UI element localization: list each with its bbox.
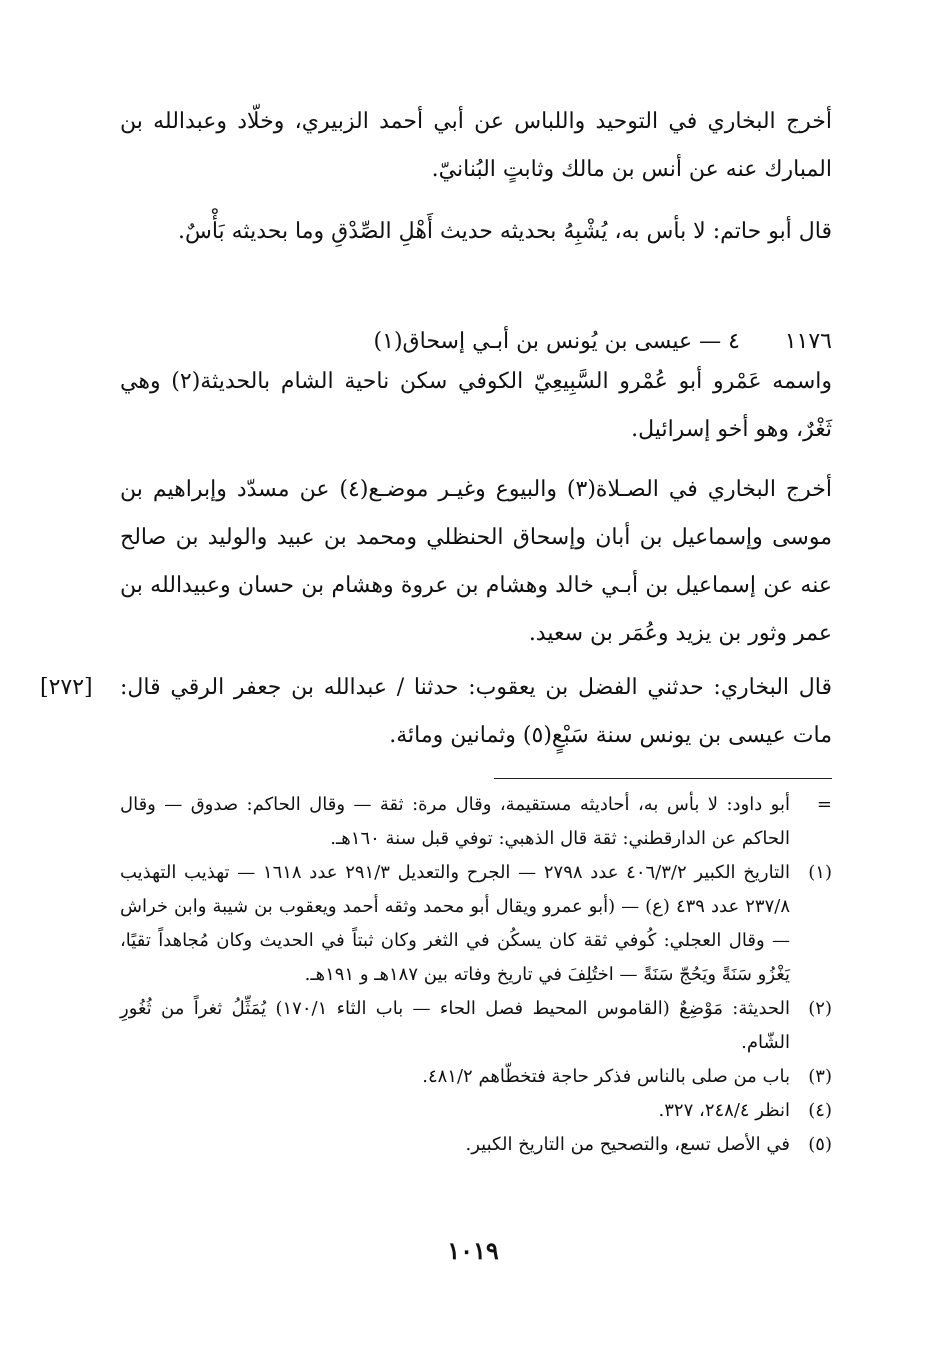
paragraph-bukhari-sources: أخرج البخاري في الصـلاة(٣) والبيوع وغيـر موضـع(٤) عن مسدّد وإبراهيم بن موسى وإسماعيل بن أبان وإسحاق الحنظلي ومحمد بن عبيد والوليد بن صالح عنه عن إسماعيل بن أبـي خالد وهشام بن عروة وهشام بن حسان وعبيدالله بن عمر وثور بن يزيد وعُمَر بن سعيد. bbox=[120, 477, 832, 646]
footnote-4 bbox=[120, 1094, 832, 1128]
footnote-continuation bbox=[120, 788, 832, 856]
footnote-mark: (١) bbox=[808, 862, 832, 883]
footnote-3 bbox=[120, 1060, 832, 1094]
footnote-mark: (٥) bbox=[808, 1134, 832, 1155]
footnote-mark: (٣) bbox=[808, 1066, 832, 1087]
manuscript-page-reference: [٢٧٢] bbox=[40, 675, 93, 700]
paragraph-name-lineage: واسمه عَمْرو أبو عُمْرو السَّبِيعِيّ الكوفي سكن ناحية الشام بالحديثة(٢) وهي ثَغْرٌ، وهو أخو إسرائيل. bbox=[120, 369, 832, 442]
footnote-1 bbox=[120, 856, 832, 992]
paragraph-death-report: قال البخاري: حدثني الفضل بن يعقوب: حدثنا / عبدالله بن جعفر الرقي قال: مات عيسى بن يونس سنة سَبْعٍ(٥) وثمانين ومائة. bbox=[120, 675, 832, 748]
footnote-text: التاريخ الكبير ٤٠٦/٣/٢ عدد ٢٧٩٨ — الجرح والتعديل ٢٩١/٣ عدد ١٦١٨ — تهذيب التهذيب ٢٣٧/٨ عدد ٤٣٩ (ع) — (أبو عمرو ويقال أبو محمد وثقه أحمد ويعقوب بن شيبة وابن خراش — وقال العجلي: كُوفي ثقة كان يسكُن في الثغر وكان ثبتاً في الحديث وكان مُجاهداً تقيًا، يَغْزُو سَنَةً ويَحُجّ سَنَةً — اختُلِفَ في تاريخ وفاته بين ١٨٧هـ و ١٩١هـ. bbox=[120, 862, 790, 985]
footnote-text: باب من صلى بالناس فذكر حاجة فتخطّاهم ٤٨١/٢. bbox=[422, 1066, 790, 1087]
footnotes bbox=[120, 788, 832, 1162]
footnote-2 bbox=[120, 992, 832, 1060]
footnote-text: انظر ٢٤٨/٤، ٣٢٧. bbox=[658, 1100, 790, 1121]
footnote-text: الحديثة: مَوْضِعٌ (القاموس المحيط فصل الحاء — باب الثاء ١٧٠/١) يُمَثِّلُ ثغراً من ثُغُورِ الشّام. bbox=[120, 998, 790, 1053]
paragraph-bukhari-narrators: أخرج البخاري في التوحيد واللباس عن أبي أحمد الزبيري، وخلّاد وعبدالله بن المبارك عنه عن أنس بن مالك وثابتٍ البُنانيّ. bbox=[120, 109, 832, 182]
footnote-mark: = bbox=[816, 794, 832, 815]
entry-title: ٤ — عيسى بن يُونس بن أبـي إسحاق(١) bbox=[373, 329, 740, 354]
footnote-5 bbox=[120, 1128, 832, 1162]
footnote-mark: (٢) bbox=[808, 998, 832, 1019]
footnote-mark: (٤) bbox=[808, 1100, 832, 1121]
page-number: ١٠١٩ bbox=[447, 1236, 499, 1265]
paragraph-abu-hatim-opinion: قال أبو حاتم: لا بأس به، يُشْبِهُ بحديثه حديث أَهْلِ الصِّدْقِ وما بحديثه بَأْسٌ. bbox=[177, 219, 832, 244]
entry-number: ١١٧٦ bbox=[784, 329, 832, 354]
footnote-text: في الأصل تسع، والتصحيح من التاريخ الكبير. bbox=[465, 1134, 790, 1155]
footnote-text: أبو داود: لا بأس به، أحاديثه مستقيمة، وقال مرة: ثقة — وقال الحاكم: صدوق — وقال الحاكم عن الدارقطني: ثقة قال الذهبي: توفي قبل سنة ١٦٠هـ. bbox=[120, 794, 790, 849]
footnote-separator bbox=[494, 778, 832, 779]
